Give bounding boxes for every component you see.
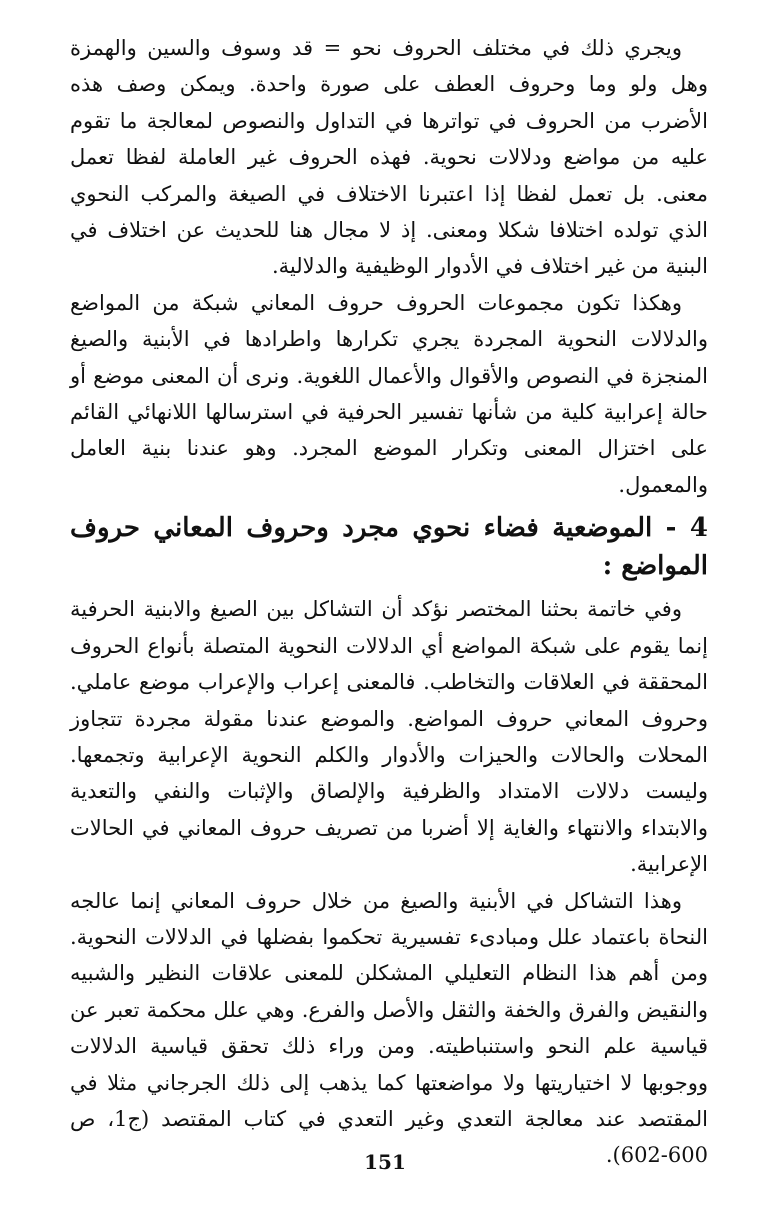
section-heading: 4 - الموضعية فضاء نحوي مجرد وحروف المعاني حروف المواضع : — [70, 513, 708, 582]
page-number: 151 — [364, 1150, 406, 1174]
paragraph-4: وهذا التشاكل في الأبنية والصيغ من خلال حروف المعاني إنما عالجه النحاة باعتماد علل ومبادىء تفسيرية تحكموا بفضلها في الدلالات النحوية. ومن أهم هذا النظام التعليلي المشكلن للمعنى علاقات النظير والشبيه والنقيض والفرق والخفة والثقل والأصل والفرع. وهي علل محكمة تعبر عن قياسية علم النحو واستنباطيته. ومن وراء ذلك تحقق قياسية الدلالات ووجوبها لا اختياريتها ولا مواضعتها كما يذهب إلى ذلك الجرجاني مثلا في المقتصد عند معالجة التعدي وغير التعدي في كتاب المقتصد (ج1، ص 600-602). — [70, 888, 708, 1168]
paragraph-2: وهكذا تكون مجموعات الحروف حروف المعاني شبكة من المواضع والدلالات النحوية المجردة يجري تكرارها واطرادها في الأبنية والصيغ المنجزة في النصوص والأقوال والأعمال اللغوية. ونرى أن المعنى موضع أو حالة إعرابية كلية من شأنها تفسير الحرفية في استرسالها اللانهائي القائم على اختزال المعنى وتكرار الموضع المجرد. وهو عندنا بنية العامل والمعمول. — [70, 290, 708, 497]
paragraph-1: ويجري ذلك في مختلف الحروف نحو = قد وسوف والسين والهمزة وهل ولو وما وحروف العطف على صورة واحدة. ويمكن وصف هذه الأضرب من الحروف في تواترها في التداول والنصوص لمعالجة ما تقوم عليه من مواضع ودلالات نحوية. فهذه الحروف غير العاملة لفظا تعمل معنى. بل تعمل لفظا إذا اعتبرنا الاختلاف في الصيغة والمركب النحوي الذي تولده اختلافا شكلا ومعنى. إذ لا مجال هنا للحديث عن اختلاف في البنية من غير اختلاف في الأدوار الوظيفية والدلالية. — [70, 36, 708, 279]
body-text — [70, 30, 708, 1174]
paragraph-3: وفي خاتمة بحثنا المختصر نؤكد أن التشاكل بين الصيغ والابنية الحرفية إنما يقوم على شبكة المواضع أي الدلالات النحوية المتصلة بأنواع الحروف المحققة في العلاقات والتخاطب. فالمعنى إعراب والإعراب موضع عاملي. وحروف المعاني حروف المواضع. والموضع عندنا مقولة مجردة تتجاوز المحلات والحالات والحيزات والأدوار والكلم النحوية الإعرابية وتجمعها. وليست دلالات الامتداد والظرفية والإلصاق والإثبات والنفي والتعدية والابتداء والانتهاء والغاية إلا أضربا من تصريف حروف المعاني في الحالات الإعرابية. — [70, 597, 708, 877]
